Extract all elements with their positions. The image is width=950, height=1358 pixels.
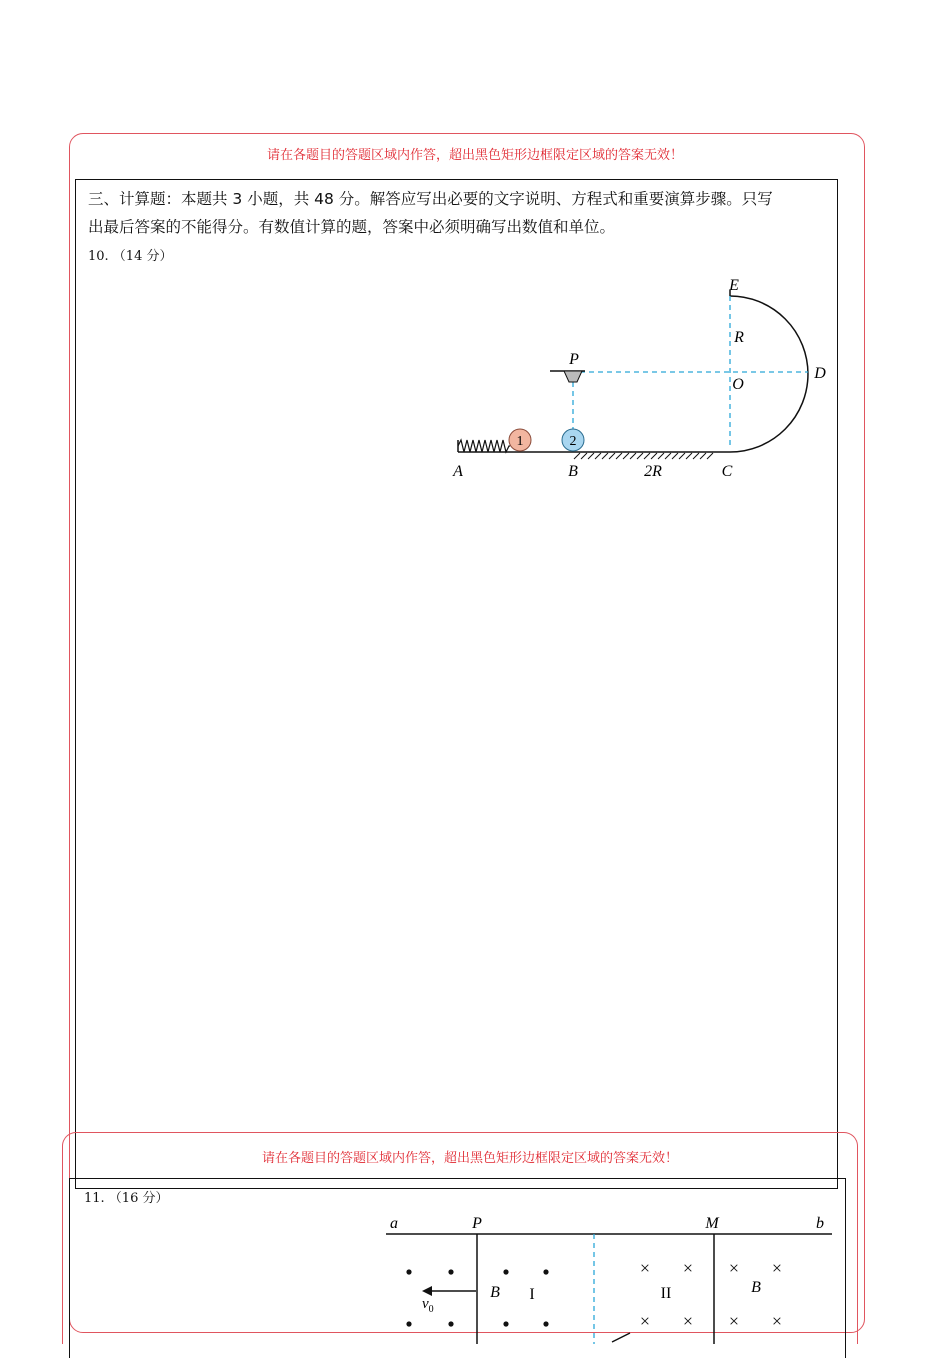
field-label-right: B <box>751 1279 761 1296</box>
label-b: b <box>816 1215 824 1232</box>
section-line-2: 出最后答案的不能得分。有数值计算的题，答案中必须明确写出数值和单位。 <box>88 218 616 236</box>
ground-hatch <box>574 453 713 459</box>
label-P: P <box>569 351 579 368</box>
label-C: C <box>721 463 733 480</box>
svg-text:×: × <box>771 1258 783 1278</box>
section-line-1: 三、计算题：本题共 3 小题，共 48 分。解答应写出必要的文字说明、方程式和重要演算步骤。只写 <box>88 190 773 208</box>
partial-line <box>612 1333 630 1342</box>
semicircle-track <box>730 296 808 452</box>
velocity-arrowhead-icon <box>422 1286 432 1296</box>
section-instructions <box>88 185 828 241</box>
warning-text-bottom: 请在各题目的答题区域内作答，超出黑色矩形边框限定区域的答案无效！ <box>261 1151 678 1166</box>
velocity-label: $v_0$ <box>422 1296 434 1315</box>
ball-2-label: 2 <box>569 434 577 449</box>
svg-text:×: × <box>639 1258 651 1278</box>
question-11-figure <box>380 1204 850 1344</box>
label-P-top: P <box>472 1215 482 1232</box>
label-E: E <box>729 277 739 294</box>
label-R: R <box>734 329 744 346</box>
dashed-guides <box>573 296 808 445</box>
svg-text:×: × <box>771 1311 783 1331</box>
question-10-figure <box>440 270 860 510</box>
label-M: M <box>705 1215 719 1232</box>
ball-1-label: 1 <box>516 434 524 449</box>
label-D: D <box>814 365 826 382</box>
svg-text:×: × <box>682 1311 694 1331</box>
svg-text:×: × <box>728 1258 740 1278</box>
label-a: a <box>390 1215 398 1232</box>
question-11-label: 11. （16 分） <box>84 1191 169 1206</box>
region-I-label: I <box>529 1286 535 1303</box>
svg-text:×: × <box>728 1311 740 1331</box>
question-10-label: 10. （14 分） <box>88 249 173 264</box>
label-A: A <box>453 463 463 480</box>
field-label-left: B <box>490 1284 500 1301</box>
svg-text:×: × <box>639 1311 651 1331</box>
svg-text:×: × <box>682 1258 694 1278</box>
label-2R: 2R <box>644 463 662 480</box>
region-II-label: II <box>660 1285 672 1302</box>
warning-text-top: 请在各题目的答题区域内作答，超出黑色矩形边框限定区域的答案无效！ <box>266 148 683 163</box>
label-B: B <box>568 463 578 480</box>
spring <box>458 440 510 452</box>
label-O: O <box>732 376 744 393</box>
net-icon <box>564 371 582 382</box>
